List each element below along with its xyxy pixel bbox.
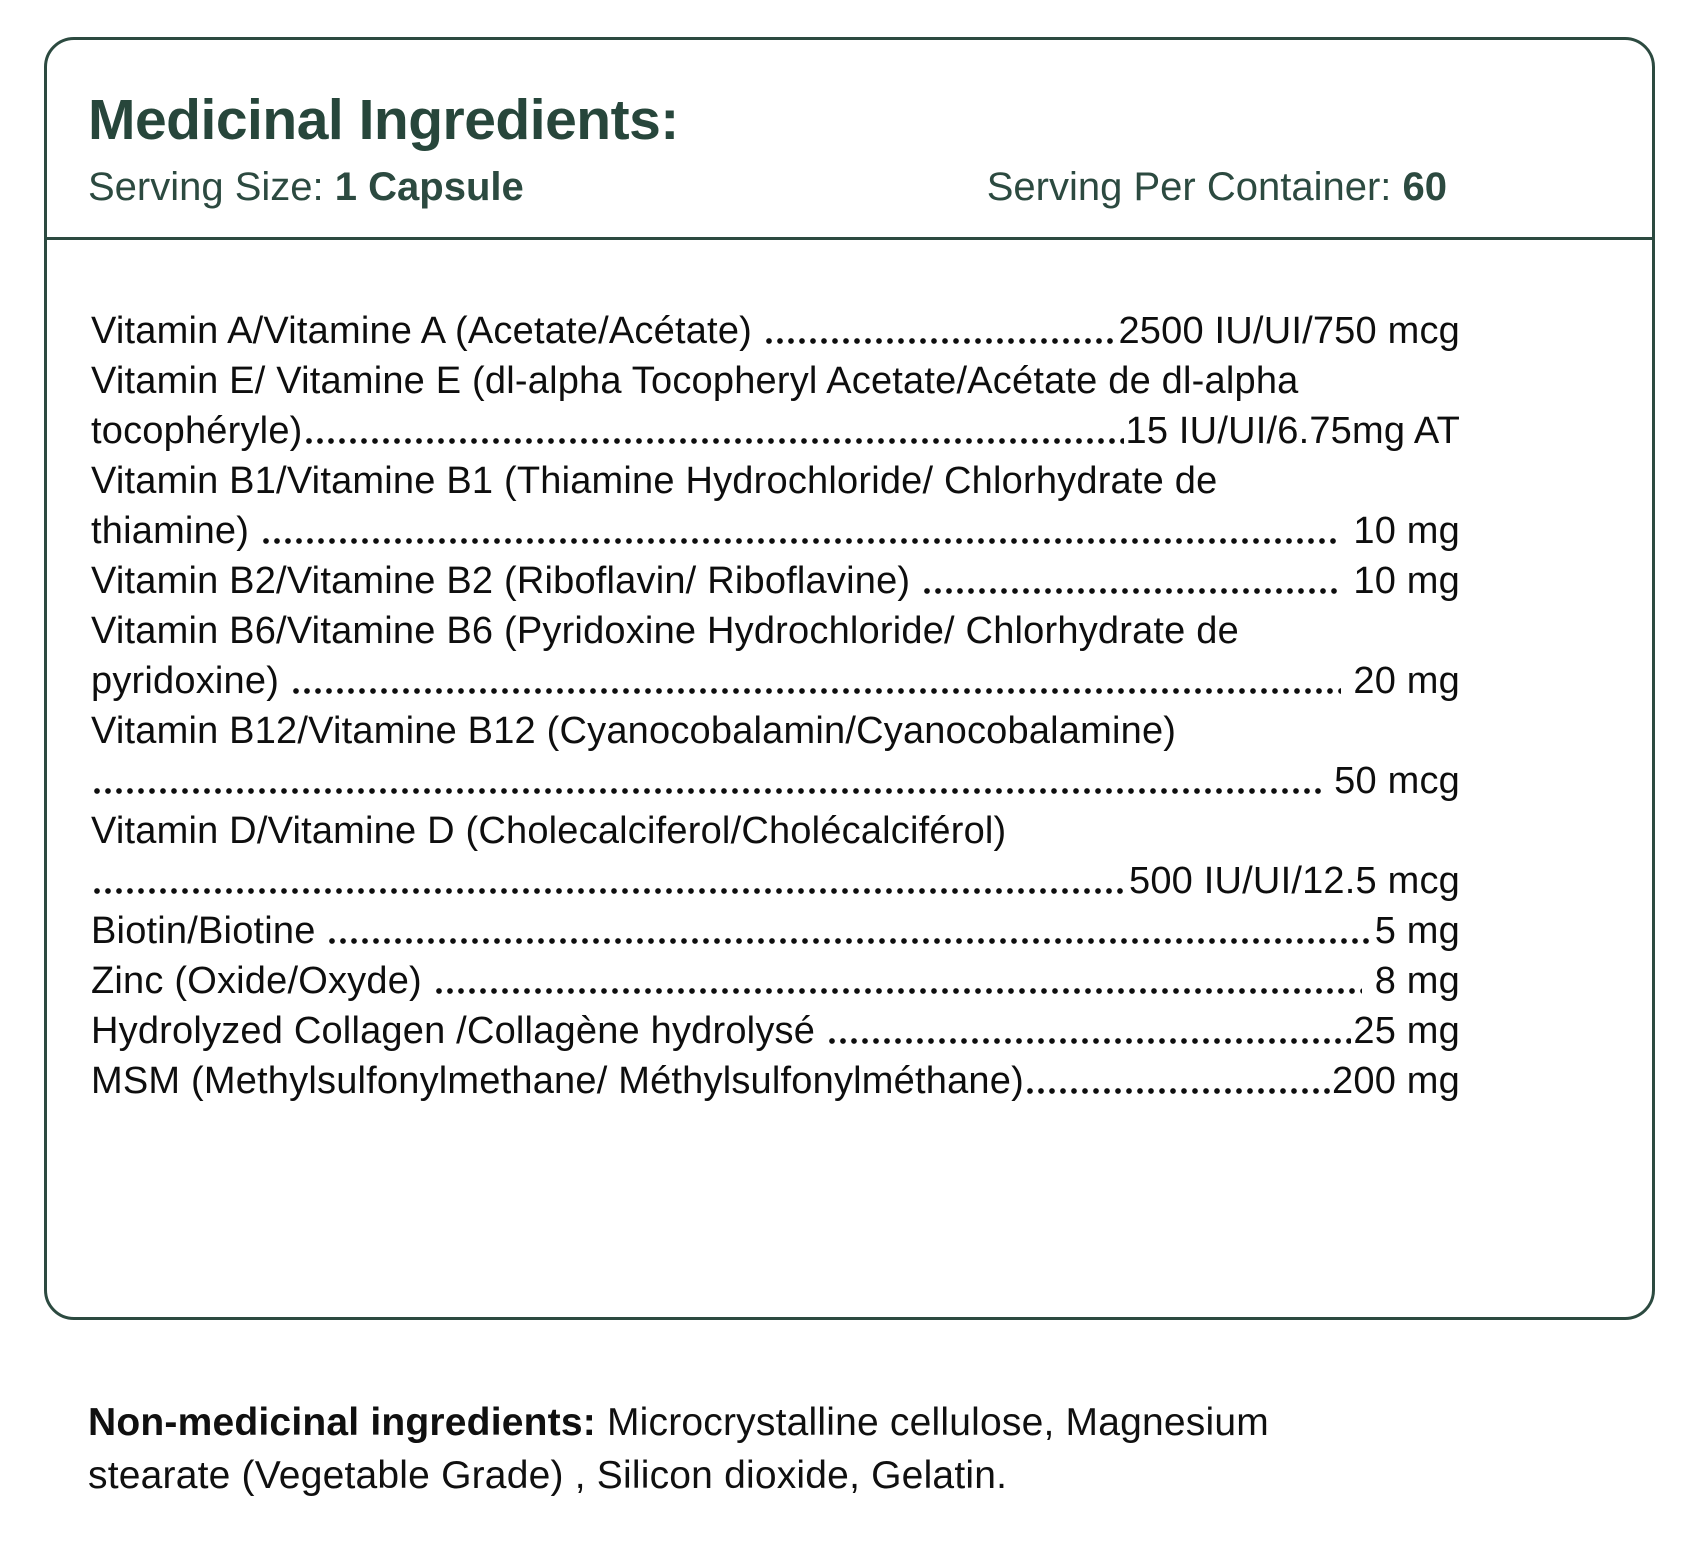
ingredient-amount: 25 mg: [1353, 1010, 1460, 1052]
serving-size-label: Serving Size:: [88, 165, 335, 209]
medicinal-ingredients-panel: [44, 37, 1655, 1320]
ingredient-amount: 10 mg: [1342, 510, 1460, 552]
serving-size-value: 1 Capsule: [334, 165, 524, 209]
non-medicinal-line-1: [88, 1396, 1539, 1449]
ingredient-name: Vitamin B1/Vitamine B1 (Thiamine Hydrochloride/ Chlorhydrate de: [91, 460, 1218, 502]
ingredient-name: MSM (Methylsulfonylmethane/ Méthylsulfonylméthane): [91, 1060, 1024, 1102]
non-medicinal-text: Microcrystalline cellulose, Magnesium: [595, 1401, 1269, 1444]
ingredient-row: [91, 556, 1460, 606]
dot-leader: [293, 684, 1341, 698]
non-medicinal-line-2: stearate (Vegetable Grade) , Silicon dioxide, Gelatin.: [88, 1454, 1008, 1497]
ingredient-row: [91, 756, 1460, 806]
dot-leader: [306, 434, 1124, 448]
ingredient-amount: 8 mg: [1363, 960, 1460, 1002]
ingredient-row: [91, 906, 1460, 956]
ingredient-name: Vitamin B12/Vitamine B12 (Cyanocobalamin/Cyanocobalamine): [91, 710, 1177, 752]
dot-leader: [263, 534, 1341, 548]
ingredient-row: [91, 356, 1460, 406]
ingredient-amount: 20 mg: [1342, 660, 1460, 702]
dot-leader: [94, 784, 1321, 798]
panel-header: [47, 40, 1652, 210]
ingredient-amount: 200 mg: [1332, 1060, 1460, 1102]
dot-leader: [94, 884, 1127, 898]
ingredient-name: Zinc (Oxide/Oxyde): [91, 960, 433, 1002]
ingredient-row: [91, 406, 1460, 456]
ingredient-amount: 500 IU/UI/12.5 mcg: [1129, 860, 1460, 902]
ingredient-name: Vitamin A/Vitamine A (Acetate/Acétate): [91, 310, 763, 352]
ingredient-row: [91, 1006, 1460, 1056]
dot-leader: [329, 934, 1372, 948]
dot-leader: [766, 334, 1117, 348]
ingredient-name: Vitamin D/Vitamine D (Cholecalciferol/Cholécalciférol): [91, 810, 1007, 852]
ingredient-list: [47, 240, 1652, 1106]
non-medicinal-ingredients: [88, 1396, 1539, 1502]
ingredient-row: [91, 606, 1460, 656]
ingredient-row: [91, 856, 1460, 906]
ingredient-name: pyridoxine): [91, 660, 290, 702]
dot-leader: [1027, 1084, 1330, 1098]
ingredient-row: [91, 706, 1460, 756]
ingredient-amount: 10 mg: [1342, 560, 1460, 602]
ingredient-row: [91, 956, 1460, 1006]
ingredient-name: thiamine): [91, 510, 260, 552]
ingredient-name: Vitamin E/ Vitamine E (dl-alpha Tocopheryl Acetate/Acétate de dl-alpha: [91, 360, 1299, 402]
non-medicinal-label: Non-medicinal ingredients:: [88, 1401, 596, 1444]
ingredient-row: [91, 1056, 1460, 1106]
ingredient-amount: 5 mg: [1374, 910, 1460, 952]
ingredient-row: [91, 306, 1460, 356]
ingredient-name: Vitamin B6/Vitamine B6 (Pyridoxine Hydrochloride/ Chlorhydrate de: [91, 610, 1239, 652]
ingredient-row: [91, 456, 1460, 506]
serving-per-container-label: Serving Per Container:: [986, 165, 1403, 209]
ingredient-row: [91, 656, 1460, 706]
serving-row: [88, 164, 1447, 210]
ingredient-amount: 2500 IU/UI/750 mcg: [1118, 310, 1460, 352]
ingredient-row: [91, 506, 1460, 556]
dot-leader: [829, 1034, 1352, 1048]
ingredient-name: tocophéryle): [91, 410, 303, 452]
ingredient-amount: 50 mcg: [1323, 760, 1460, 802]
serving-size: [88, 164, 524, 210]
ingredient-row: [91, 806, 1460, 856]
serving-per-container: [987, 164, 1447, 210]
ingredient-name: Hydrolyzed Collagen /Collagène hydrolysé: [91, 1010, 826, 1052]
serving-per-container-value: 60: [1402, 165, 1447, 209]
dot-leader: [436, 984, 1362, 998]
dot-leader: [924, 584, 1341, 598]
ingredient-name: Vitamin B2/Vitamine B2 (Riboflavin/ Riboflavine): [91, 560, 922, 602]
ingredient-name: Biotin/Biotine: [91, 910, 327, 952]
ingredient-amount: 15 IU/UI/6.75mg AT: [1125, 410, 1460, 452]
panel-title: Medicinal Ingredients:: [88, 88, 679, 152]
